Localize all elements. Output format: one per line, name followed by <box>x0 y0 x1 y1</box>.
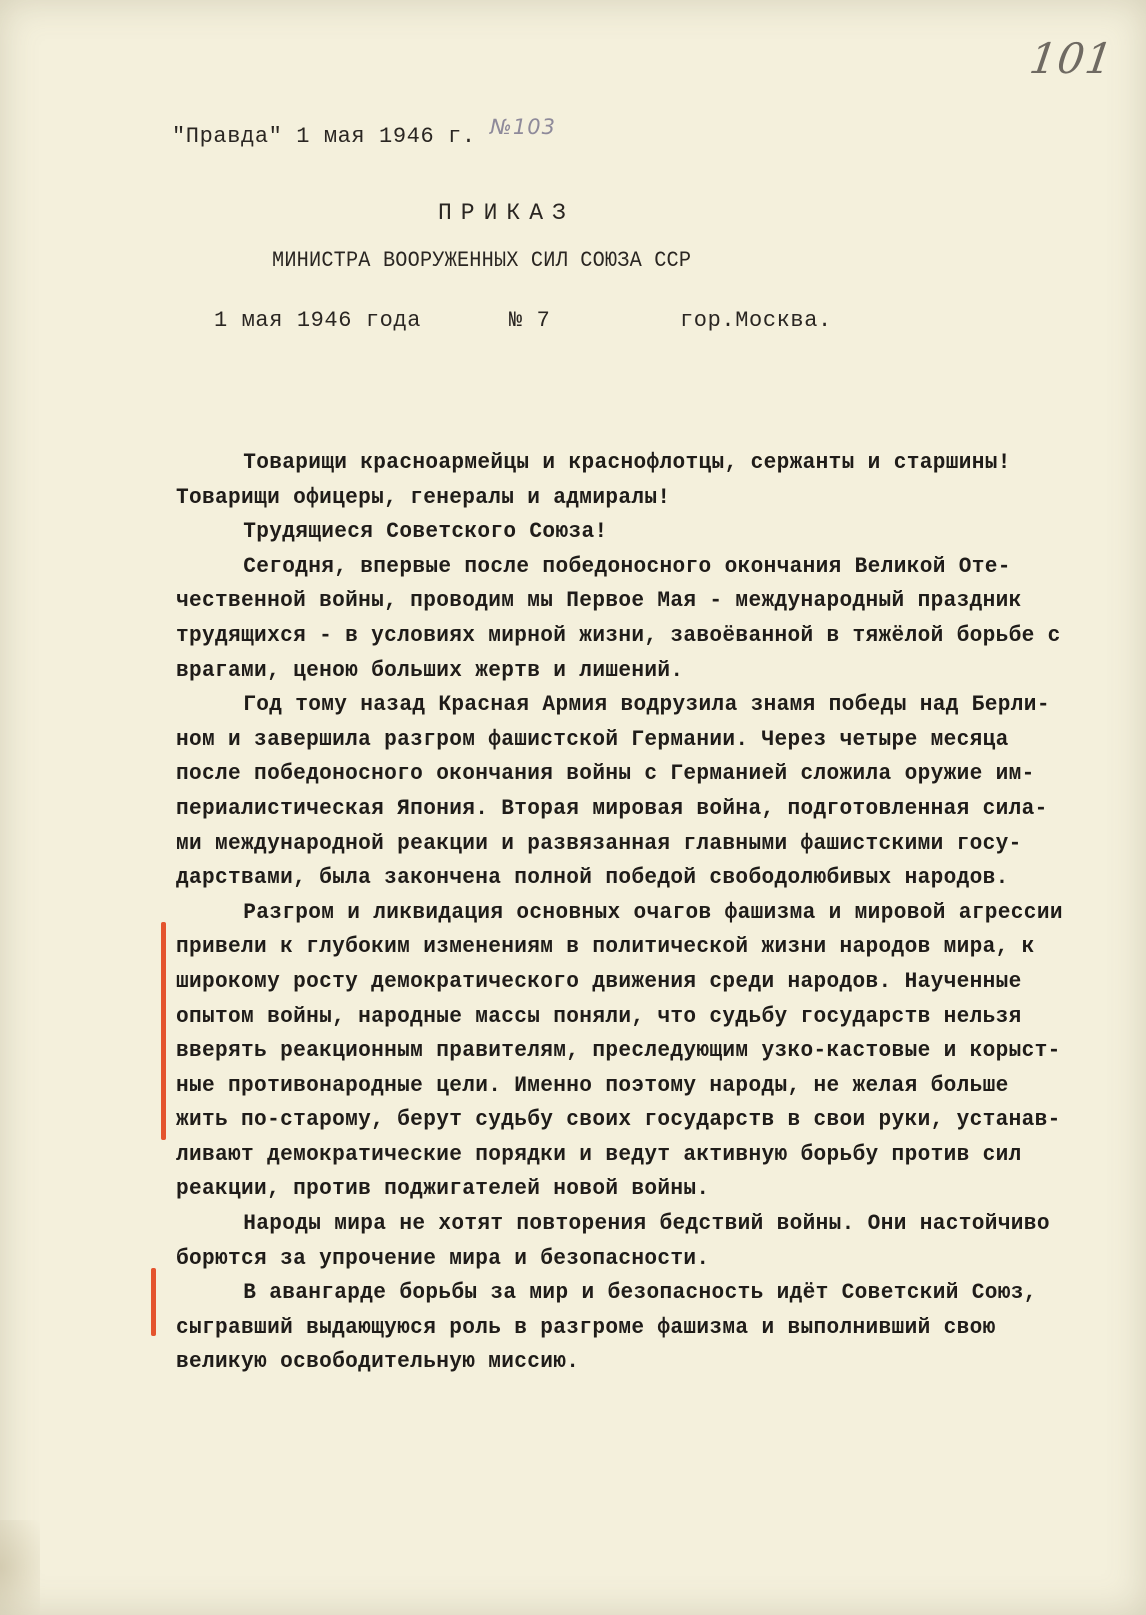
body-line: Товарищи красноармейцы и краснофлотцы, сержанты и старшины! <box>243 450 1011 475</box>
body-line: Год тому назад Красная Армия водрузила знамя победы над Берли- <box>243 692 1050 718</box>
body-line: жить по-старому, берут судьбу своих государств в свои руки, устанав- <box>176 1107 1061 1133</box>
body-line: ливают демократические порядки и ведут активную борьбу против сил <box>176 1141 1022 1167</box>
body-line: опытом войны, народные массы поняли, что судьбу государств нельзя <box>176 1003 1022 1029</box>
paper-stain <box>0 1520 40 1615</box>
archive-page-number: 101 <box>1026 34 1117 83</box>
body-line: периалистическая Япония. Вторая мировая война, подготовленная сила- <box>176 795 1048 821</box>
body-line: трудящихся - в условиях мирной жизни, завоёванной в тяжёлой борьбе с <box>176 622 1061 648</box>
order-city: гор.Москва. <box>680 308 832 333</box>
body-line: ном и завершила разгром фашистской Германии. Через четыре месяца <box>176 726 1009 752</box>
document-title: ПРИКАЗ <box>438 200 575 226</box>
red-margin-mark <box>151 1268 156 1336</box>
body-line: В авангарде борьбы за мир и безопасность идёт Советский Союз, <box>243 1280 1037 1306</box>
body-line: Сегодня, впервые после победоносного окончания Великой Оте- <box>243 553 1011 579</box>
body-line: Народы мира не хотят повторения бедствий войны. Они настойчиво <box>243 1211 1050 1237</box>
source-line: "Правда" 1 мая 1946 г. <box>172 124 476 149</box>
body-line: Товарищи офицеры, генералы и адмиралы! <box>176 484 671 510</box>
pencil-note: №103 <box>490 115 556 139</box>
body-line: великую освободительную миссию. <box>176 1349 580 1375</box>
body-line: ные противонародные цели. Именно поэтому народы, не желая больше <box>176 1072 1009 1098</box>
document-issuer: МИНИСТРА ВООРУЖЕННЫХ СИЛ СОЮЗА ССР <box>272 248 692 273</box>
body-line: Разгром и ликвидация основных очагов фашизма и мировой агрессии <box>243 899 1063 925</box>
body-line: привели к глубоким изменениям в политической жизни народов мира, к <box>176 934 1035 960</box>
body-line: чественной войны, проводим мы Первое Мая - международный праздник <box>176 588 1022 614</box>
red-margin-mark <box>161 922 166 1140</box>
body-line: сыгравший выдающуюся роль в разгроме фашизма и выполнивший свою <box>176 1314 996 1340</box>
document-body <box>176 446 1136 1380</box>
body-line: борются за упрочение мира и безопасности. <box>176 1245 710 1271</box>
body-line: дарствами, была закончена полной победой свободолюбивых народов. <box>176 865 1009 891</box>
body-line: Трудящиеся Советского Союза! <box>243 519 608 545</box>
order-date: 1 мая 1946 года <box>214 308 422 333</box>
body-line: после победоносного окончания войны с Германией сложила оружие им- <box>176 761 1035 787</box>
body-line: ми международной реакции и развязанная главными фашистскими госу- <box>176 830 1022 856</box>
body-line: широкому росту демократического движения среди народов. Наученные <box>176 968 1022 994</box>
body-line: вверять реакционным правителям, преследующим узко-кастовые и корыст- <box>176 1038 1061 1064</box>
body-line: реакции, против поджигателей новой войны. <box>176 1176 710 1202</box>
body-line: врагами, ценою больших жертв и лишений. <box>176 657 684 683</box>
order-number: № 7 <box>509 308 551 333</box>
